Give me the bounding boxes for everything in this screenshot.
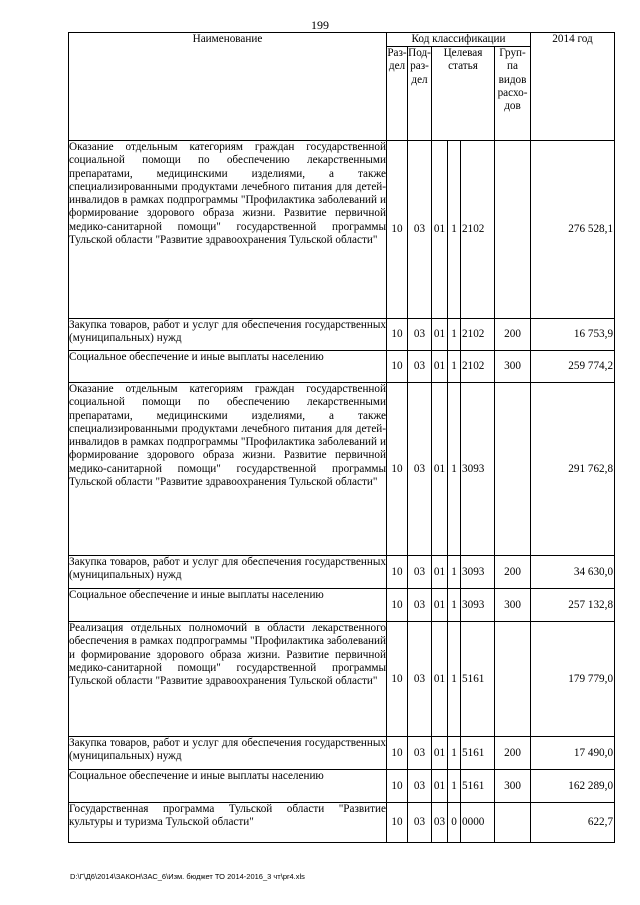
row-target-subprogram: 1: [448, 556, 461, 589]
row-target-subprogram: 1: [448, 589, 461, 622]
row-razdel: 10: [387, 141, 408, 319]
row-target-direction: 2102: [461, 351, 495, 383]
budget-table: [68, 32, 615, 843]
row-name: Социальное обеспечение и иные выплаты населению: [69, 770, 387, 803]
row-target-program: 01: [432, 319, 448, 351]
row-amount: 276 528,1: [531, 141, 615, 319]
row-amount: 34 630,0: [531, 556, 615, 589]
row-podrazdel: 03: [408, 770, 432, 803]
row-name: Государственная программа Тульской области "Развитие культуры и туризма Тульской области": [69, 803, 387, 843]
row-razdel: 10: [387, 383, 408, 556]
row-target-program: 01: [432, 622, 448, 737]
row-podrazdel: 03: [408, 622, 432, 737]
row-amount: 257 132,8: [531, 589, 615, 622]
row-amount: 16 753,9: [531, 319, 615, 351]
table-row: [69, 351, 615, 383]
row-razdel: 10: [387, 589, 408, 622]
row-target-subprogram: 1: [448, 351, 461, 383]
row-expense-group: 200: [495, 556, 531, 589]
row-razdel: 10: [387, 737, 408, 770]
table-row: [69, 803, 615, 843]
header-classification: Код классификации: [387, 33, 531, 47]
row-razdel: 10: [387, 622, 408, 737]
row-podrazdel: 03: [408, 556, 432, 589]
row-amount: 622,7: [531, 803, 615, 843]
row-podrazdel: 03: [408, 383, 432, 556]
row-target-direction: 5161: [461, 737, 495, 770]
row-razdel: 10: [387, 351, 408, 383]
header-year: 2014 год: [531, 33, 615, 141]
header-razdel: Раз-дел: [387, 47, 408, 141]
row-expense-group: [495, 141, 531, 319]
header-name: Наименование: [69, 33, 387, 141]
row-target-direction: 3093: [461, 556, 495, 589]
row-target-program: 01: [432, 589, 448, 622]
row-expense-group: 200: [495, 737, 531, 770]
row-target-direction: 3093: [461, 383, 495, 556]
row-target-direction: 2102: [461, 319, 495, 351]
row-target-subprogram: 1: [448, 737, 461, 770]
row-name: Социальное обеспечение и иные выплаты населению: [69, 589, 387, 622]
row-razdel: 10: [387, 803, 408, 843]
row-podrazdel: 03: [408, 141, 432, 319]
row-target-direction: 3093: [461, 589, 495, 622]
row-expense-group: 200: [495, 319, 531, 351]
row-target-program: 01: [432, 351, 448, 383]
row-name: Закупка товаров, работ и услуг для обеспечения государственных (муниципальных) нужд: [69, 556, 387, 589]
row-expense-group: 300: [495, 770, 531, 803]
row-name: Оказание отдельным категориям граждан государственной социальной помощи по обеспечению лекарственными препаратами, медицинскими изделиями, а также специализированными продуктами лечебного питания для детей-инвалидов в рамках подпрограммы "Профилактика заболеваний и формирование здорового образа жизни. Развитие первичной медико-санитарной помощи" государственной программы Тульской области "Развитие здравоохранения Тульской области": [69, 141, 387, 319]
row-target-subprogram: 1: [448, 770, 461, 803]
row-amount: 162 289,0: [531, 770, 615, 803]
header-podrazdel: Под-раз-дел: [408, 47, 432, 141]
row-razdel: 10: [387, 770, 408, 803]
row-target-subprogram: 1: [448, 319, 461, 351]
row-podrazdel: 03: [408, 351, 432, 383]
row-target-program: 01: [432, 556, 448, 589]
row-target-program: 01: [432, 770, 448, 803]
row-expense-group: [495, 803, 531, 843]
header-celevaya: Целевая статья: [432, 47, 495, 141]
row-target-program: 01: [432, 737, 448, 770]
row-target-direction: 2102: [461, 141, 495, 319]
table-row: [69, 770, 615, 803]
row-expense-group: 300: [495, 351, 531, 383]
row-amount: 17 490,0: [531, 737, 615, 770]
file-path-footer: D:\Г\Д6\2014\ЗАКОН\ЗАС_6\Изм. бюджет ТО 2014-2016_3 чт\pr4.xls: [70, 872, 305, 881]
row-target-program: 01: [432, 141, 448, 319]
row-target-subprogram: 1: [448, 622, 461, 737]
row-expense-group: 300: [495, 589, 531, 622]
row-target-subprogram: 0: [448, 803, 461, 843]
header-gruppa: Груп-па видов расхо-дов: [495, 47, 531, 141]
row-expense-group: [495, 622, 531, 737]
row-name: Закупка товаров, работ и услуг для обеспечения государственных (муниципальных) нужд: [69, 319, 387, 351]
row-razdel: 10: [387, 319, 408, 351]
row-podrazdel: 03: [408, 803, 432, 843]
row-name: Закупка товаров, работ и услуг для обеспечения государственных (муниципальных) нужд: [69, 737, 387, 770]
page-number: 199: [311, 18, 329, 32]
row-target-program: 01: [432, 383, 448, 556]
table-row: [69, 589, 615, 622]
table-row: [69, 622, 615, 737]
row-target-direction: 5161: [461, 770, 495, 803]
row-target-program: 03: [432, 803, 448, 843]
row-target-direction: 0000: [461, 803, 495, 843]
row-podrazdel: 03: [408, 589, 432, 622]
row-razdel: 10: [387, 556, 408, 589]
row-name: Оказание отдельным категориям граждан государственной социальной помощи по обеспечению лекарственными препаратами, медицинскими изделиями, а также специализированными продуктами лечебного питания для детей-инвалидов в рамках подпрограммы "Профилактика заболеваний и формирование здорового образа жизни. Развитие первичной медико-санитарной помощи" государственной программы Тульской области "Развитие здравоохранения Тульской области": [69, 383, 387, 556]
row-name: Социальное обеспечение и иные выплаты населению: [69, 351, 387, 383]
row-target-subprogram: 1: [448, 141, 461, 319]
table-row: [69, 141, 615, 319]
table-row: [69, 383, 615, 556]
row-expense-group: [495, 383, 531, 556]
row-amount: 259 774,2: [531, 351, 615, 383]
table-row: [69, 556, 615, 589]
row-target-direction: 5161: [461, 622, 495, 737]
row-podrazdel: 03: [408, 737, 432, 770]
row-amount: 291 762,8: [531, 383, 615, 556]
table-row: [69, 737, 615, 770]
row-amount: 179 779,0: [531, 622, 615, 737]
row-target-subprogram: 1: [448, 383, 461, 556]
row-name: Реализация отдельных полномочий в области лекарственного обеспечения в рамках подпрограммы "Профилактика заболеваний и формирование здорового образа жизни. Развитие первичной медико-санитарной помощи" государственной программы Тульской области "Развитие здравоохранения Тульской области": [69, 622, 387, 737]
row-podrazdel: 03: [408, 319, 432, 351]
table-row: [69, 319, 615, 351]
